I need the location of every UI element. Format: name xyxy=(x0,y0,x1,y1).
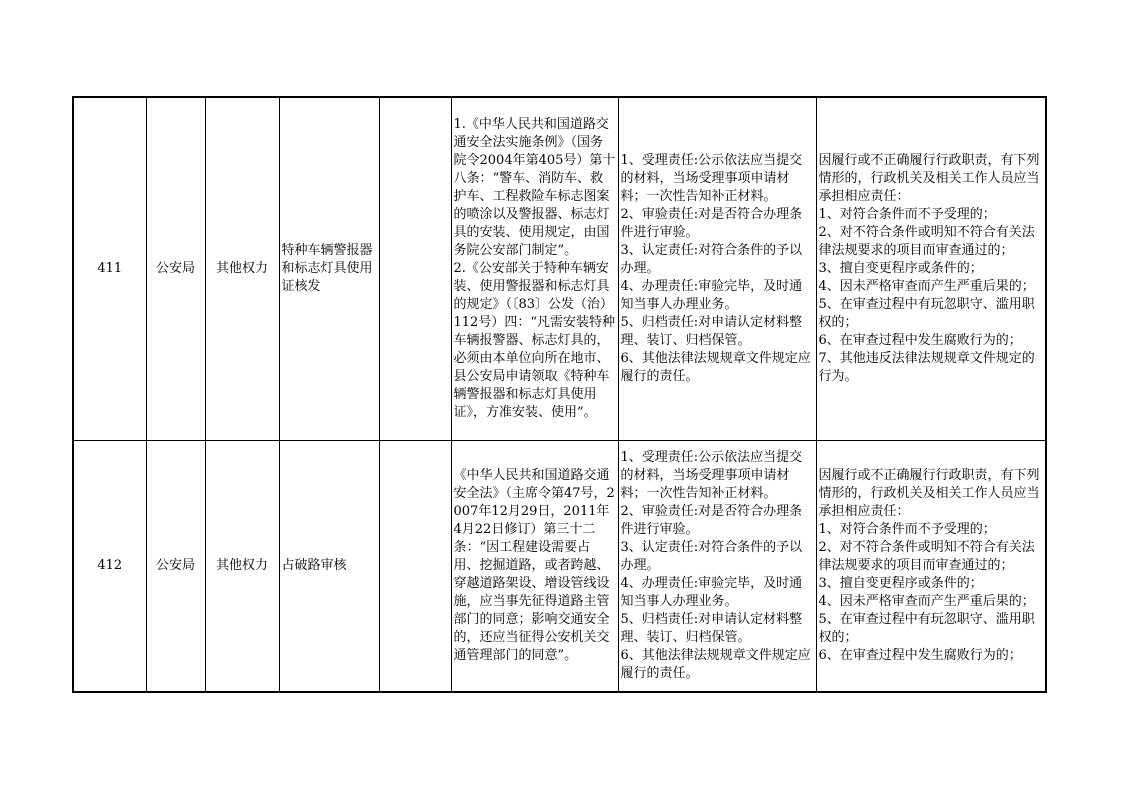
responsibility-cell: 1、受理责任:公示依法应当提交的材料，当场受理事项申请材料；一次性告知补正材料。 2、审验责任:对是否符合办理条件进行审验。 3、认定责任:对符合条件的予以办理。 4、办理责任:审验完毕，及时通知当事人办理业务。 5、归档责任:对申请认定材料整理、装订、归档保管。 6、其他法律法规规章文件规定应履行的责任。 xyxy=(618,440,816,692)
row-number-cell: 412 xyxy=(73,440,146,692)
liability-cell: 因履行或不正确履行行政职责，有下列情形的，行政机关及相关工作人员应当承担相应责任： 1、对符合条件而不予受理的； 2、对不符合条件或明知不符合有关法律法规要求的项目而审查通过的； 3、擅自变更程序或条件的； 4、因未严格审查而产生严重后果的； 5、在审查过程中有玩忽职守、滥用职权的； 6、在审查过程中发生腐败行为的； 7、其他违反法律法规规章文件规定的行为。 xyxy=(816,97,1046,440)
legal-basis-cell: 《中华人民共和国道路交通安全法》（主席令第47号，2007年12月29日，2011年4月22日修订）第三十二条：“因工程建设需要占用、挖掘道路，或者跨越、穿越道路架设、增设管线设施，应当事先征得道路主管部门的同意；影响交通安全的，还应当征得公安机关交通管理部门的同意”。 xyxy=(451,440,618,692)
department-cell: 公安局 xyxy=(146,440,205,692)
empty-cell xyxy=(379,440,451,692)
legal-basis-cell: 1.《中华人民共和国道路交通安全法实施条例》（国务院令2004年第405号）第十八条：“警车、消防车、救护车、工程救险车标志图案的喷涂以及警报器、标志灯具的安装、使用规定，由国务院公安部门制定”。 2.《公安部关于特种车辆安装、使用警报器和标志灯具的规定》（〔83〕公发（治）112号）四：“凡需安装特种车辆报警器、标志灯具的，必须由本单位向所在地市、县公安局申请领取《特种车辆警报器和标志灯具使用证》，方准安装、使用”。 xyxy=(451,97,618,440)
power-type-cell: 其他权力 xyxy=(205,440,279,692)
table-row xyxy=(73,97,1046,440)
item-name-cell: 占破路审核 xyxy=(279,440,379,692)
table-row xyxy=(73,440,1046,692)
power-type-cell: 其他权力 xyxy=(205,97,279,440)
department-cell: 公安局 xyxy=(146,97,205,440)
responsibility-cell: 1、受理责任:公示依法应当提交的材料，当场受理事项申请材料；一次性告知补正材料。 2、审验责任:对是否符合办理条件进行审验。 3、认定责任:对符合条件的予以办理。 4、办理责任:审验完毕，及时通知当事人办理业务。 5、归档责任:对申请认定材料整理、装订、归档保管。 6、其他法律法规规章文件规定应履行的责任。 xyxy=(618,97,816,440)
empty-cell xyxy=(379,97,451,440)
liability-cell: 因履行或不正确履行行政职责，有下列情形的，行政机关及相关工作人员应当承担相应责任： 1、对符合条件而不予受理的； 2、对不符合条件或明知不符合有关法律法规要求的项目而审查通过的； 3、擅自变更程序或条件的； 4、因未严格审查而产生严重后果的； 5、在审查过程中有玩忽职守、滥用职权的； 6、在审查过程中发生腐败行为的； xyxy=(816,440,1046,692)
power-list-table xyxy=(72,96,1047,693)
row-number-cell: 411 xyxy=(73,97,146,440)
item-name-cell: 特种车辆警报器和标志灯具使用证核发 xyxy=(279,97,379,440)
